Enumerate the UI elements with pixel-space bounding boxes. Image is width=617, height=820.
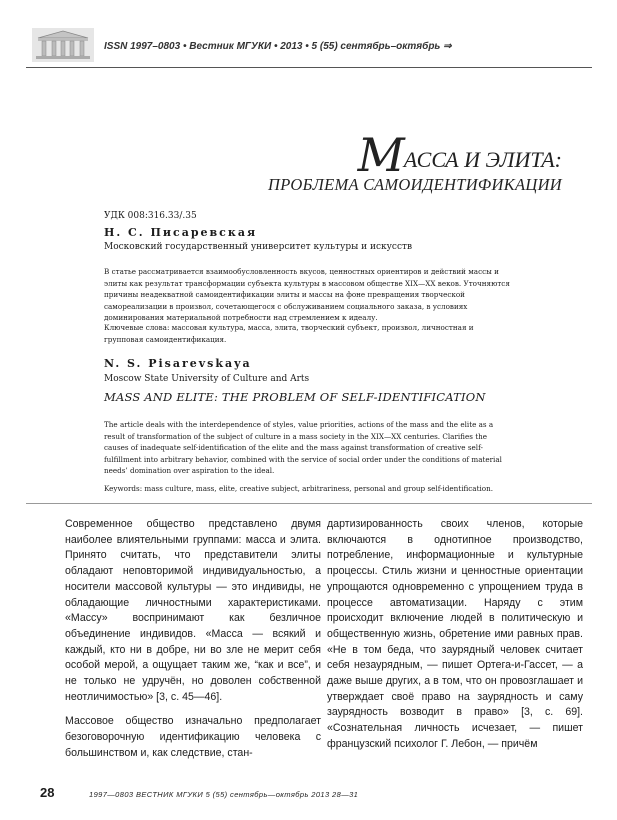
journal-logo-icon [32,28,94,62]
running-footer: 1997—0803 ВЕСТНИК МГУКИ 5 (55) сентябрь—октябрь 2013 28—31 [89,790,359,799]
article-title-line1 [358,128,562,182]
article-title-en: MASS AND ELITE: THE PROBLEM OF SELF-IDENTIFICATION [104,390,486,404]
body-paragraph: Современное общество представлено двумя наиболее влиятельными группами: масса и элита. Принято считать, что представители элиты обладают неповторимой индивидуальностью, а носители массовой культуры — это индивиды, не обладающие личностными характеристиками. «Массу» воспринимают как безличное объединение индивидов. «Масса — всякий и каждый, кто ни в добре, ни во зле не мерит себя особой мерой, а ощущает таким же, “как и все”, и не только не удручён, но доволен собственной неотличимостью» [3, с. 45—46]. [65,518,321,703]
abstract-en: The article deals with the interdependence of styles, value priorities, actions of the mass and the elite as a result of transformation of the subject of culture in a mass society in the XIX—XX centuries. Clarifies the causes of inadequate self-identification of the elite and the mass against transformation of creative self-fulfillment into arbitrary behavior, combined with the service of social order under the conditions of material needs’ domination over aspiration to the ideal. [104,420,502,476]
section-divider [26,503,592,504]
keywords-ru: Ключевые слова: массовая культура, масса, элита, творческий субъект, произвол, личностная и групповая самоидентификация. [104,323,474,344]
udk-code: УДК 008:316.33/.35 [104,211,197,221]
abstract-ru: В статье рассматривается взаимообусловленность вкусов, ценностных ориентиров и действий массы и элиты как результат трансформации субъекта культуры в массовом обществе XIX—XX веков. Уточняются причины неадекватной самоидентификации элиты и массы на фоне превращения творческой самореализации в произвол, сочетающегося с обслуживанием социального заказа, в условиях доминирования материальной потребности над стремлением к идеалу. [104,267,510,323]
author-name-en: N. S. Pisarevskaya [104,357,252,370]
title-line1-text: АССА И ЭЛИТА: [403,147,562,172]
article-title-line2: ПРОБЛЕМА САМОИДЕНТИФИКАЦИИ [267,175,562,194]
affiliation-ru: Московский государственный университет культуры и искусств [104,242,413,252]
title-initial: М [357,128,403,182]
page-number: 28 [40,785,55,800]
body-paragraph: Массовое общество изначально предполагает безоговорочную идентификацию человека с большинством и, как следствие, стан- [65,715,321,759]
body-column-right [327,517,583,753]
body-paragraph: дартизированность своих членов, которые включаются в однотипное производство, потребление, информационные и культурные процессы. Стиль жизни и ценностные ориентации упрощаются одновременно с упрощением труда в процессе автоматизации. Наряду с этим происходит включение людей в политическую и общественную жизнь, обретение ими равных прав. «Не в том беда, что заурядный человек считает себя незаурядным, — пишет Ортега-и-Гассет, — а даже выше других, а в том, что он провозглашает и утверждает своё право на заурядность и саму заурядность возводит в право» [3, с. 69]. «Сознательная личность исчезает, — пишет французский психолог Г. Лебон, — причём [327,518,583,750]
keywords-en: Keywords: mass culture, mass, elite, creative subject, arbitrariness, personal and group self-identification. [104,484,494,493]
affiliation-en: Moscow State University of Culture and Arts [104,374,310,384]
body-column-left [65,517,321,762]
author-name-ru: Н. С. Писаревская [104,226,258,239]
header-divider [26,67,592,68]
running-header: ISSN 1997–0803 • Вестник МГУКИ • 2013 • 5 (55) сентябрь–октябрь ⇒ [104,41,452,52]
